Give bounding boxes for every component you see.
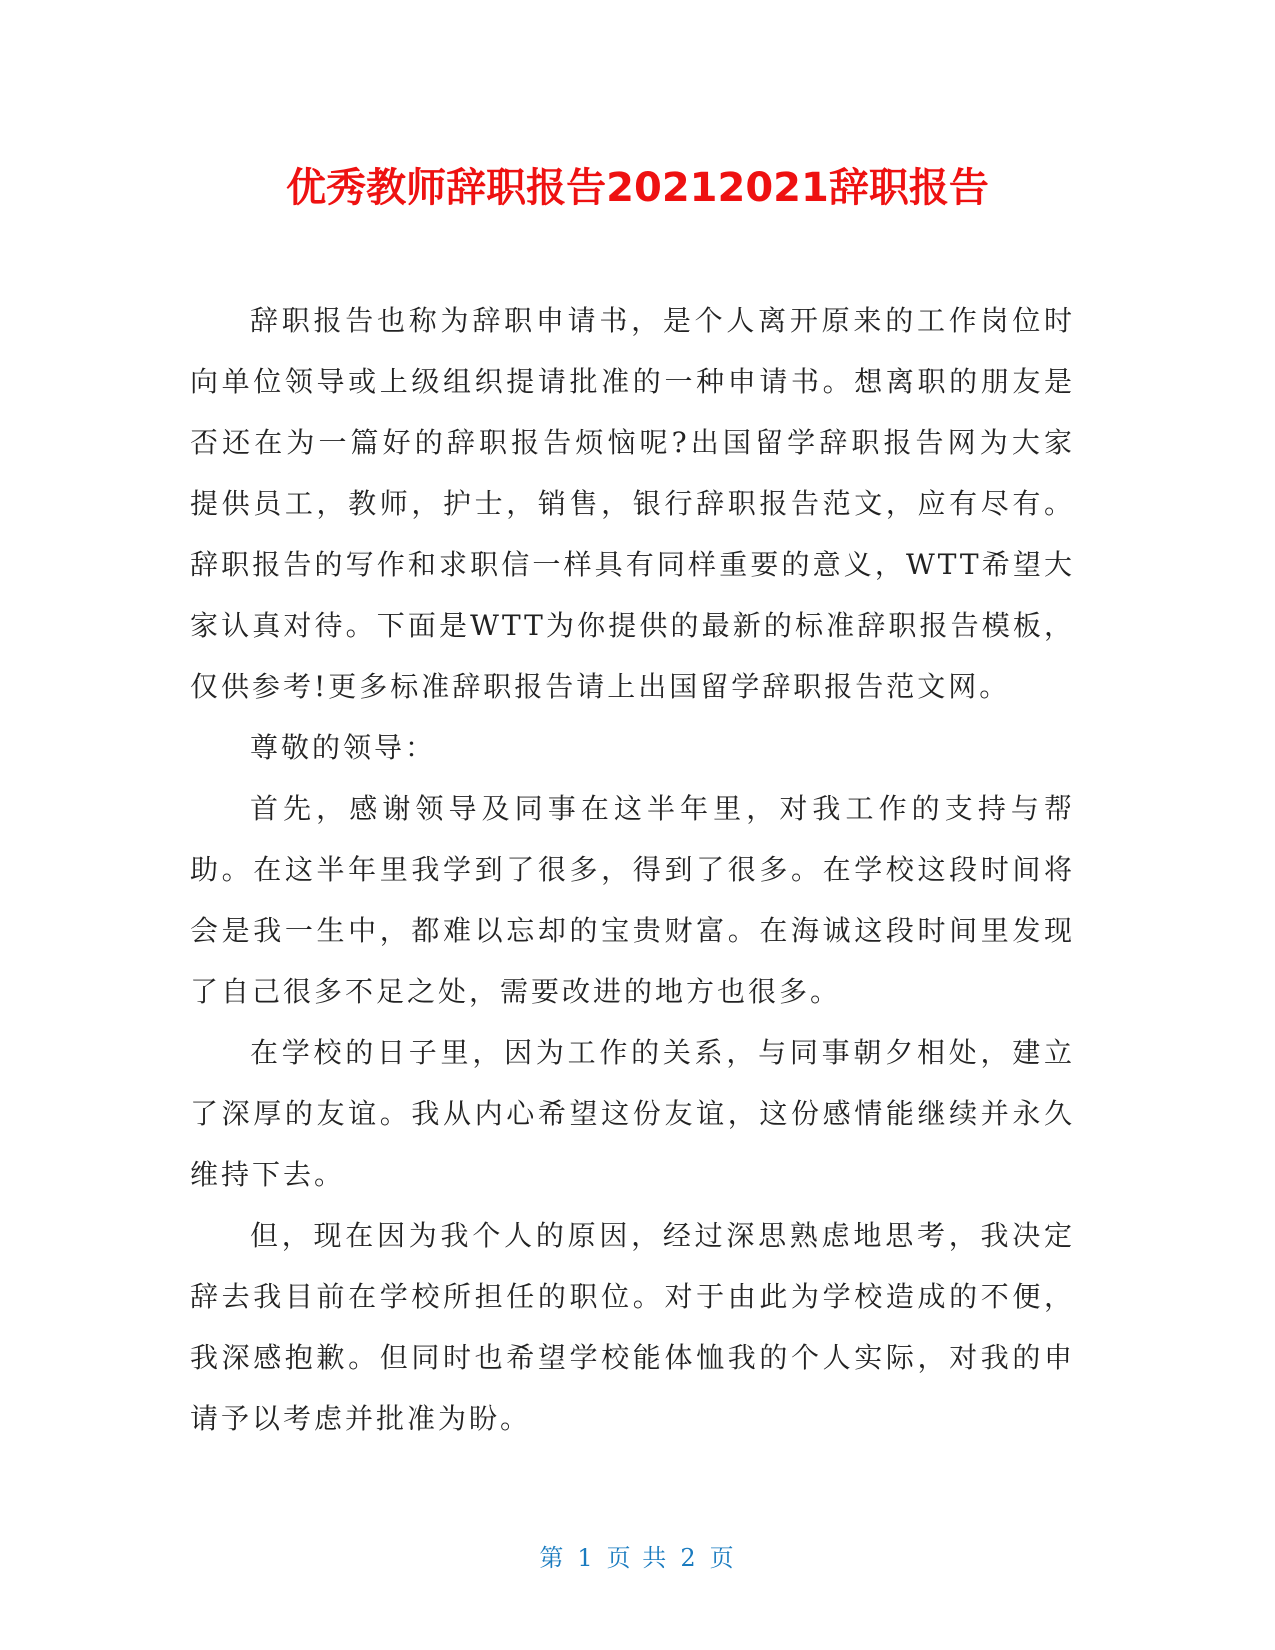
paragraph-resignation: 但，现在因为我个人的原因，经过深思熟虑地思考，我决定辞去我目前在学校所担任的职位。对于由此为学校造成的不便，我深感抱歉。但同时也希望学校能体恤我的个人实际，对我的申请予以考虑并批准为盼。 xyxy=(190,1219,1075,1435)
footer-prefix: 第 xyxy=(539,1544,566,1572)
page-footer xyxy=(0,1538,1275,1573)
paragraph-friendship: 在学校的日子里，因为工作的关系，与同事朝夕相处，建立了深厚的友谊。我从内心希望这份友谊，这份感情能继续并永久维持下去。 xyxy=(190,1036,1075,1191)
document-body xyxy=(190,290,1075,1449)
paragraph-salutation: 尊敬的领导： xyxy=(250,731,437,764)
paragraph-thanks: 首先，感谢领导及同事在这半年里，对我工作的支持与帮助。在这半年里我学到了很多，得到了很多。在学校这段时间将会是我一生中，都难以忘却的宝贵财富。在海诚这段时间里发现了自己很多不足之处，需要改进的地方也很多。 xyxy=(190,792,1075,1008)
document-title: 优秀教师辞职报告20212021辞职报告 xyxy=(286,165,989,211)
footer-total-pages: 2 xyxy=(680,1544,698,1572)
footer-suffix: 页 xyxy=(709,1544,736,1572)
paragraph-intro: 辞职报告也称为辞职申请书，是个人离开原来的工作岗位时向单位领导或上级组织提请批准的一种申请书。想离职的朋友是否还在为一篇好的辞职报告烦恼呢?出国留学辞职报告网为大家提供员工，教师，护士，销售，银行辞职报告范文，应有尽有。辞职报告的写作和求职信一样具有同样重要的意义，WTT希望大家认真对待。下面是WTT为你提供的最新的标准辞职报告模板，仅供参考!更多标准辞职报告请上出国留学辞职报告范文网。 xyxy=(190,304,1075,703)
footer-middle: 页 共 xyxy=(606,1544,669,1572)
footer-current-page: 1 xyxy=(577,1544,595,1572)
